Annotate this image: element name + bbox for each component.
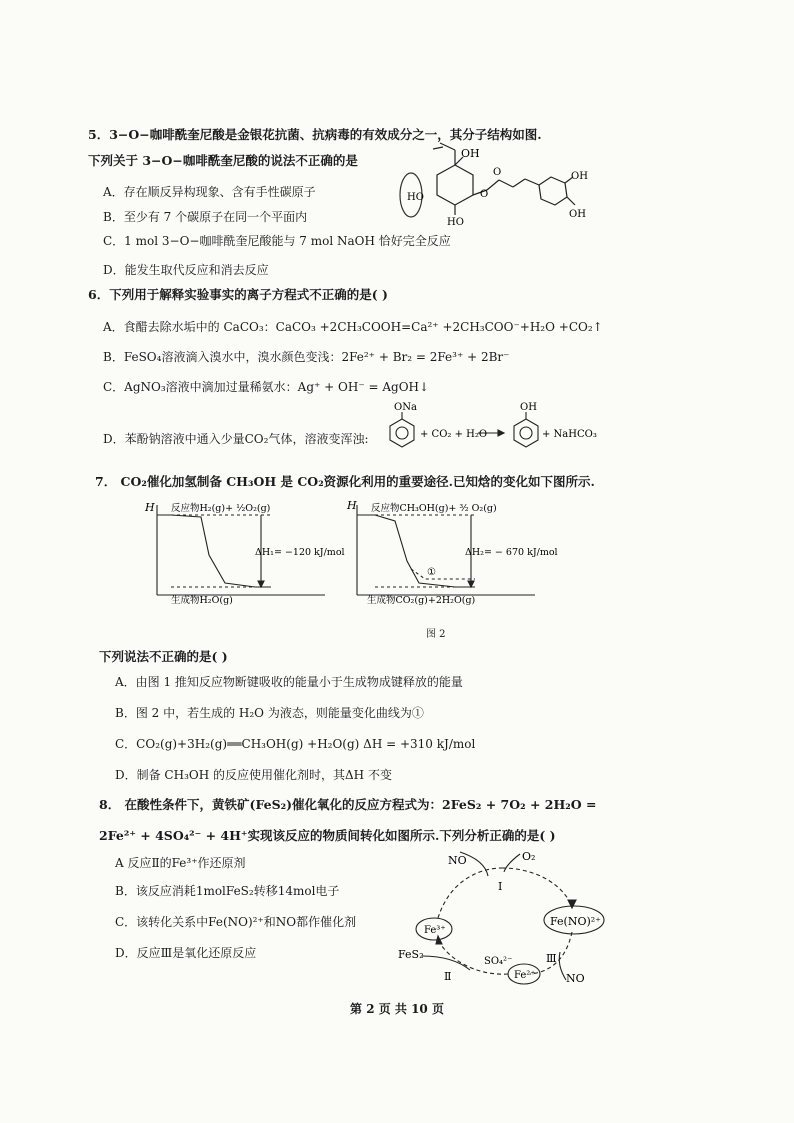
- q7-fig2-delta-h: ΔH₂= − 670 kJ/mol: [465, 547, 558, 558]
- q6-phenol-equation: [370, 400, 600, 462]
- q8-cycle-diagram: [390, 840, 630, 990]
- q6-option-a: A．食醋去除水垢中的 CaCO₃：CaCO₃ +2CH₃COOH=Ca²⁺ +2CH₃COO⁻+H₂O +CO₂↑: [103, 320, 603, 334]
- q5-label-o-ester: O: [480, 189, 489, 200]
- q7-question: 下列说法不正确的是( ): [99, 649, 228, 664]
- q8-cycle-fe3: Fe³⁺: [424, 925, 446, 936]
- q8-cycle-feno: Fe(NO)²⁺: [550, 915, 601, 928]
- q8-cycle-fes2: FeS₂: [398, 948, 424, 961]
- q5-label-oh-ring1: OH: [571, 171, 588, 182]
- q5-label-ho-left: HO: [407, 192, 424, 203]
- q8-option-d: D．反应Ⅲ是氧化还原反应: [115, 946, 257, 960]
- q6-label-reagents: + CO₂ + H₂O: [420, 429, 488, 440]
- q8-cycle-no-top: NO: [448, 854, 467, 867]
- q6-label-product: + NaHCO₃: [542, 429, 597, 440]
- q7-fig1-delta-h: ΔH₁= −120 kJ/mol: [255, 547, 345, 558]
- q7-option-a: A．由图 1 推知反应物断键吸收的能量小于生成物成键释放的能量: [115, 675, 463, 689]
- q7-enthalpy-figure-1: [135, 495, 345, 607]
- q7-fig2-curve-marker: ①: [427, 567, 436, 578]
- q6-label-oh: OH: [520, 402, 537, 413]
- q7-fig1-axis-h: H: [145, 501, 155, 514]
- q7-fig1-reactants: 反应物H₂(g)+ ½O₂(g): [171, 503, 271, 514]
- q8-cycle-o2: O₂: [522, 850, 536, 863]
- q5-stem-1: 5．3−O−咖啡酰奎尼酸是金银花抗菌、抗病毒的有效成分之一，其分子结构如图.: [88, 127, 542, 142]
- q5-label-ho-bottom: HO: [447, 217, 464, 228]
- q5-label-oh-ring2: OH: [569, 209, 586, 220]
- q8-cycle-reaction-2: Ⅱ: [444, 970, 452, 983]
- q7-stem: 7． CO₂催化加氢制备 CH₃OH 是 CO₂资源化利用的重要途径.已知焓的变化如下图所示.: [95, 474, 595, 489]
- q7-fig2-products: 生成物CO₂(g)+2H₂O(g): [367, 595, 476, 606]
- q8-cycle-reaction-1: Ⅰ: [498, 880, 503, 893]
- q7-option-c: C．CO₂(g)+3H₂(g)══CH₃OH(g) +H₂O(g) ΔH = +310 kJ/mol: [115, 737, 476, 751]
- q8-stem-2: 2Fe²⁺ + 4SO₄²⁻ + 4H⁺实现该反应的物质间转化如图所示.下列分析正确的是( ): [99, 828, 556, 843]
- q7-fig2-caption: 图 2: [426, 629, 446, 640]
- q5-label-oh-top: OH: [461, 147, 480, 160]
- q5-option-a: A．存在顺反异构现象、含有手性碳原子: [103, 185, 316, 199]
- q8-cycle-no-right: NO: [566, 972, 585, 985]
- q5-option-b: B．至少有 7 个碳原子在同一个平面内: [103, 210, 308, 224]
- q5-label-o-carbonyl: O: [493, 167, 502, 178]
- q5-option-d: D．能发生取代反应和消去反应: [103, 263, 269, 277]
- q7-fig2-axis-h: H: [347, 499, 357, 512]
- q7-fig1-products: 生成物H₂O(g): [171, 595, 233, 606]
- q6-option-b: B．FeSO₄溶液滴入溴水中，溴水颜色变浅：2Fe²⁺ + Br₂ = 2Fe³⁺ + 2Br⁻: [103, 350, 510, 364]
- q8-option-b: B．该反应消耗1molFeS₂转移14mol电子: [115, 884, 340, 898]
- q6-option-d: D．苯酚钠溶液中通入少量CO₂气体，溶液变浑浊:: [103, 432, 369, 446]
- q7-option-b: B．图 2 中，若生成的 H₂O 为液态，则能量变化曲线为①: [115, 706, 424, 720]
- q6-label-ona: ONa: [394, 402, 417, 413]
- q8-option-a: A 反应Ⅱ的Fe³⁺作还原剂: [115, 856, 246, 870]
- q6-stem: 6．下列用于解释实验事实的离子方程式不正确的是( ): [88, 287, 388, 302]
- q8-cycle-so4: SO₄²⁻: [484, 956, 513, 967]
- q8-cycle-reaction-3: Ⅲ: [546, 952, 557, 965]
- q8-option-c: C．该转化关系中Fe(NO)²⁺和NO都作催化剂: [115, 915, 357, 929]
- q5-stem-2: 下列关于 3−O−咖啡酰奎尼酸的说法不正确的是: [88, 153, 358, 168]
- q5-option-c: C．1 mol 3−O−咖啡酰奎尼酸能与 7 mol NaOH 恰好完全反应: [103, 234, 451, 248]
- q8-stem-1: 8． 在酸性条件下，黄铁矿(FeS₂)催化氧化的反应方程式为：2FeS₂ + 7O₂ + 2H₂O =: [99, 797, 597, 812]
- q7-enthalpy-figure-2: [345, 495, 585, 607]
- q7-option-d: D．制备 CH₃OH 的反应使用催化剂时，其ΔH 不变: [115, 768, 392, 782]
- q5-molecule-structure: [395, 135, 595, 235]
- q8-cycle-fe2: Fe²⁺: [514, 970, 536, 981]
- page-footer: 第 2 页 共 10 页: [350, 1002, 444, 1016]
- q7-fig2-reactants: 反应物CH₃OH(g)+ ³⁄₂ O₂(g): [371, 503, 497, 514]
- q6-option-c: C．AgNO₃溶液中滴加过量稀氨水：Ag⁺ + OH⁻ = AgOH↓: [103, 380, 430, 394]
